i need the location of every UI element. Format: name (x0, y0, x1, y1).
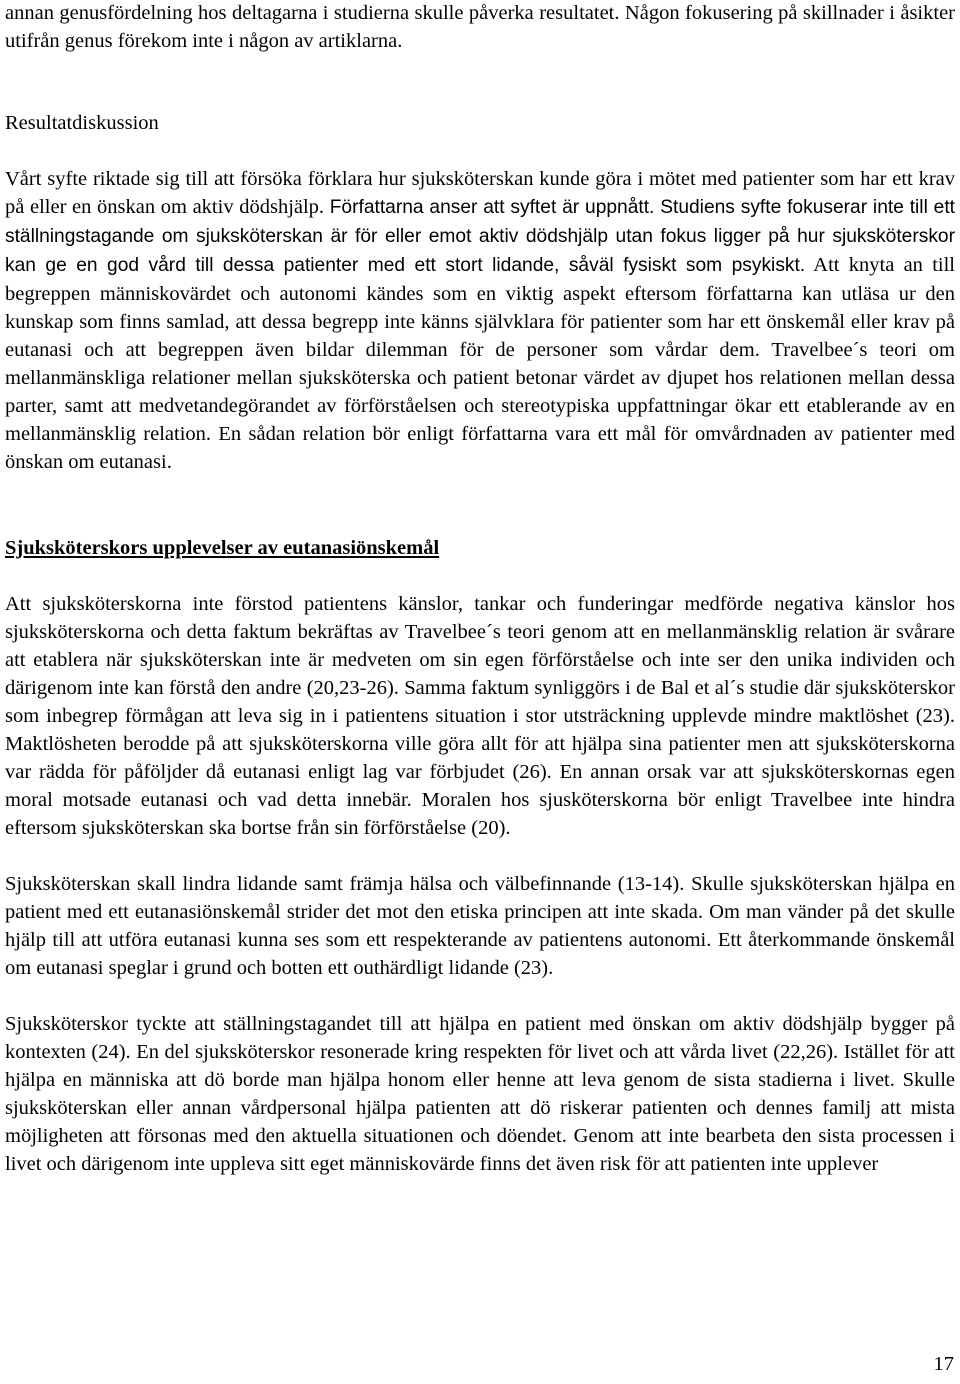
paragraph-text-sans: Författarna anser att syftet är uppnått. Studiens syfte fokuserar inte till ett ställningstagande om sjuksköterskan är för eller emot aktiv dödshjälp utan fokus ligger på hur sjuksköterskor kan ge en god vård till dessa patienter med ett stort lidande, såväl fysiskt som psykiskt. (5, 197, 956, 276)
page-number: 17 (933, 1353, 954, 1375)
lead-paragraph: annan genusfördelning hos deltagarna i studierna skulle påverka resultatet. Någon fokusering på skillnader i åsikter utifrån genus förekom inte i någon av artiklarna. (5, 2, 955, 52)
body-paragraph: Sjuksköterskor tyckte att ställningstagandet till att hjälpa en patient med önskan om aktiv dödshjälp bygger på kontexten (24). En del sjuksköterskor resonerade kring respekten för livet och att vårda livet (22,26). Istället för att hjälpa en människa att dö borde man hjälpa honom eller henne att leva genom de sista stadierna i livet. Skulle sjuksköterskan eller annan vårdpersonal hjälpa patienten att dö riskerar patienten och dennes familj att mista möjligheten att försonas med den aktuella situationen och döendet. Genom att inte bearbeta den sista processen i livet och därigenom inte uppleva sitt eget människovärde finns det även risk för att patienten inte upplever (5, 1013, 955, 1175)
document-page (5, 0, 955, 1178)
section-heading-sjukskoterskors-upplevelser: Sjuksköterskors upplevelser av eutanasiönskemål (5, 537, 440, 559)
paragraph-text-part1: Vårt syfte riktade sig till att försöka förklara hur sjuksköterskan kunde göra i mötet med patienter som har ett krav på eller en önskan om aktiv dödshjälp. (5, 168, 955, 218)
body-paragraph: Sjuksköterskan skall lindra lidande samt främja hälsa och välbefinnande (13-14). Skulle sjuksköterskan hjälpa en patient med ett eutanasiönskemål strider det mot den etiska principen att inte skada. Om man vänder på det skulle hjälp till att utföra eutanasi kunna ses som ett respekterande av patientens autonomi. Ett återkommande önskemål om eutanasi speglar i grund och botten ett outhärdligt lidande (23). (5, 873, 955, 979)
body-paragraph: Att sjuksköterskorna inte förstod patientens känslor, tankar och funderingar medförde negativa känslor hos sjuksköterskorna och detta faktum bekräftas av Travelbee´s teori genom att en mellanmänsklig relation är svårare att etablera när sjuksköterskan inte är medveten om sin egen förförståelse och inte ser den unika individen och därigenom inte kan förstå den andre (20,23-26). Samma faktum synliggörs i de Bal et al´s studie där sjuksköterskor som inbegrep förmågan att leva sig in i patientens situation i stor utsträckning upplevde mindre maktlöshet (23). Maktlösheten berodde på att sjuksköterskorna ville göra allt för att hjälpa sina patienter men att sjuksköterskorna var rädda för påföljder då eutanasi enligt lag var förbjudet (26). En annan orsak var att sjuksköterskornas egen moral motsade eutanasi och vad detta innebär. Moralen hos sjusköterskorna bör enligt Travelbee inte hindra eftersom sjuksköterskan ska bortse från sin förförståelse (20). (5, 593, 955, 839)
section-heading-resultatdiskussion: Resultatdiskussion (5, 112, 159, 134)
paragraph-text-part2: Att knyta an till begreppen människovärdet och autonomi kändes som en viktig aspekt eftersom författarna kan utläsa ur den kunskap som finns samlad, att dessa begrepp inte känns självklara för patienter som har ett önskemål eller krav på eutanasi och att begreppen även bildar dilemman för de personer som vårdar dem. Travelbee´s teori om mellanmänskliga relationer mellan sjuksköterska och patient betonar värdet av djupet hos relationen mellan dessa parter, samt att medvetandegörandet av förförståelsen och stereotypiska uppfattningar ökar ett etablerande av en mellanmänsklig relation. En sådan relation bör enligt författarna vara ett mål för omvårdnaden av patienter med önskan om eutanasi. (5, 254, 955, 473)
resultatdiskussion-paragraph (5, 165, 955, 476)
